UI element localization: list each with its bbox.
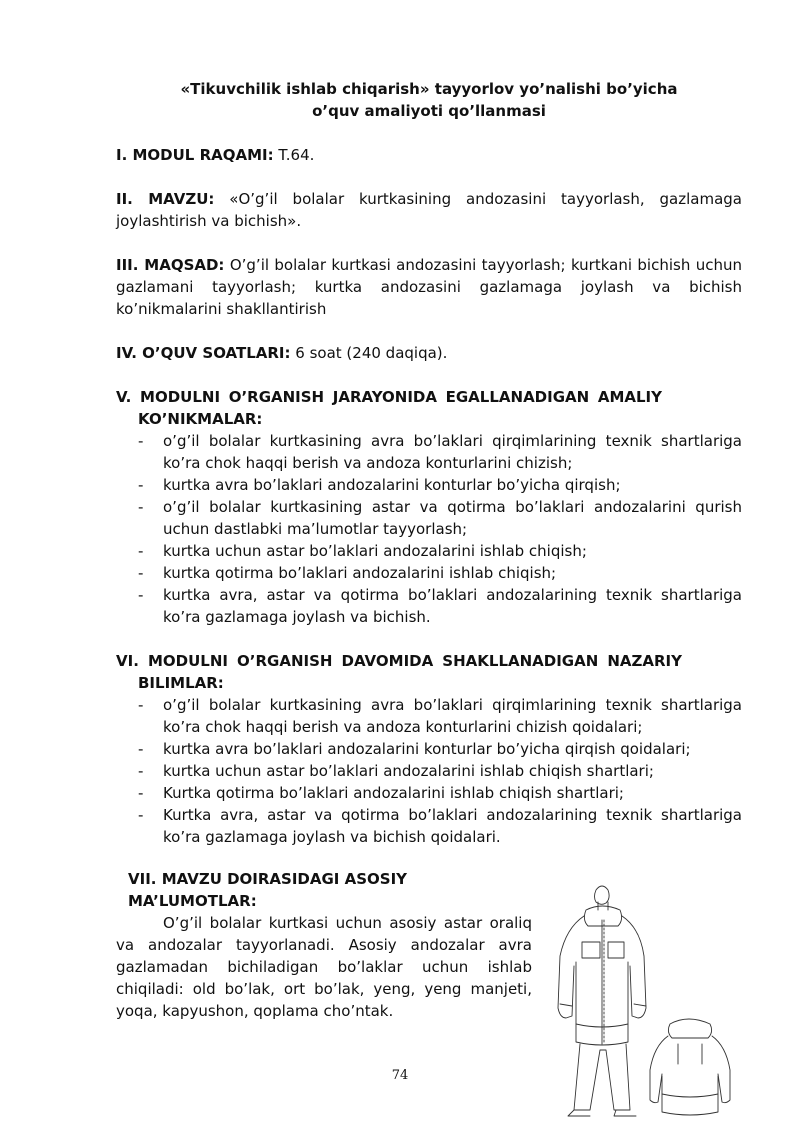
knowledge-heading-line-2: BILIMLAR: — [138, 674, 224, 692]
list-item: - kurtka uchun astar bo’laklari andozalarini ishlab chiqish; — [116, 540, 742, 562]
basic-info-text: O’g’il bolalar kurtkasi uchun asosiy astar oraliq va andozalar tayyorlanadi. Asosiy andozalar avra gazlamadan bichiladigan bo’laklar uchun ishlab chiqiladi: old bo’lak, ort bo’lak, yeng, yeng manjeti, yoqa, kapyushon, qoplama cho’ntak. — [116, 914, 532, 1020]
knowledge-heading-line-1: VI. MODULNI O’RGANISH DAVOMIDA SHAKLLANADIGAN NAZARIY — [116, 652, 682, 670]
knowledge-heading — [116, 650, 742, 694]
list-item: - o’g’il bolalar kurtkasining astar va qotirma bo’laklari andozalarini qurish uchun dastlabki ma’lumotlar tayyorlash; — [116, 496, 742, 540]
goal-text: O’g’il bolalar kurtkasi andozasini tayyorlash; kurtkani bichish uchun gazlamani tayyorlash; kurtka andozasini gazlamaga joylash va bichish ko’nikmalarini shakllantirish — [116, 256, 743, 318]
list-item: - Kurtka qotirma bo’laklari andozalarini ishlab chiqish shartlari; — [116, 782, 742, 804]
hours-text: 6 soat (240 daqiqa). — [290, 344, 448, 362]
document-title — [116, 78, 742, 122]
list-item: - o’g’il bolalar kurtkasining avra bo’laklari qirqimlarining texnik shartlariga ko’ra chok haqqi berish va andoza konturlarini chizish; — [116, 430, 742, 474]
section-theoretical-knowledge — [116, 650, 742, 848]
list-item: - Kurtka avra, astar va qotirma bo’laklari andozalarining texnik shartlariga ko’ra gazlamaga joylash va bichish qoidalari. — [116, 804, 742, 848]
topic-text: «O’g’il bolalar kurtkasining andozasini tayyorlash, gazlamaga joylashtirish va bichish». — [116, 190, 742, 230]
list-item: - kurtka qotirma bo’laklari andozalarini ishlab chiqish; — [116, 562, 742, 584]
knowledge-list — [116, 694, 742, 848]
title-line-1: «Tikuvchilik ishlab chiqarish» tayyorlov yo’nalishi bo’yicha — [180, 80, 678, 98]
section-hours — [116, 342, 742, 364]
section-goal — [116, 254, 742, 320]
section-topic — [116, 188, 742, 232]
page-number: 74 — [391, 1068, 409, 1083]
jacket-sketch-illustration — [552, 876, 742, 1121]
list-item: - kurtka avra bo’laklari andozalarini konturlar bo’yicha qirqish qoidalari; — [116, 738, 742, 760]
skills-heading — [116, 386, 742, 430]
section-basic-info — [116, 868, 532, 1022]
section-module-number — [116, 144, 742, 166]
list-item: - o’g’il bolalar kurtkasining avra bo’laklari qirqimlarining texnik shartlariga ko’ra chok haqqi berish va andoza konturlarini chizish qoidalari; — [116, 694, 742, 738]
list-item: - kurtka uchun astar bo’laklari andozalarini ishlab chiqish shartlari; — [116, 760, 742, 782]
list-item: - kurtka avra bo’laklari andozalarini konturlar bo’yicha qirqish; — [116, 474, 742, 496]
goal-label: III. MAQSAD: — [116, 256, 225, 274]
skills-list — [116, 430, 742, 628]
module-number-value: T.64. — [273, 146, 315, 164]
basic-info-heading: VII. MAVZU DOIRASIDAGI ASOSIY MA’LUMOTLAR: — [128, 870, 408, 910]
module-number-label: I. MODUL RAQAMI: — [116, 146, 274, 164]
list-item: - kurtka avra, astar va qotirma bo’laklari andozalarining texnik shartlariga ko’ra gazlamaga joylash va bichish. — [116, 584, 742, 628]
title-line-2: o’quv amaliyoti qo’llanmasi — [312, 102, 546, 120]
hours-label: IV. O’QUV SOATLARI: — [116, 344, 291, 362]
topic-label: II. MAVZU: — [116, 190, 215, 208]
skills-heading-line-1: V. MODULNI O’RGANISH JARAYONIDA EGALLANADIGAN AMALIY — [116, 388, 662, 406]
skills-heading-line-2: KO’NIKMALAR: — [138, 410, 263, 428]
section-practical-skills — [116, 386, 742, 628]
